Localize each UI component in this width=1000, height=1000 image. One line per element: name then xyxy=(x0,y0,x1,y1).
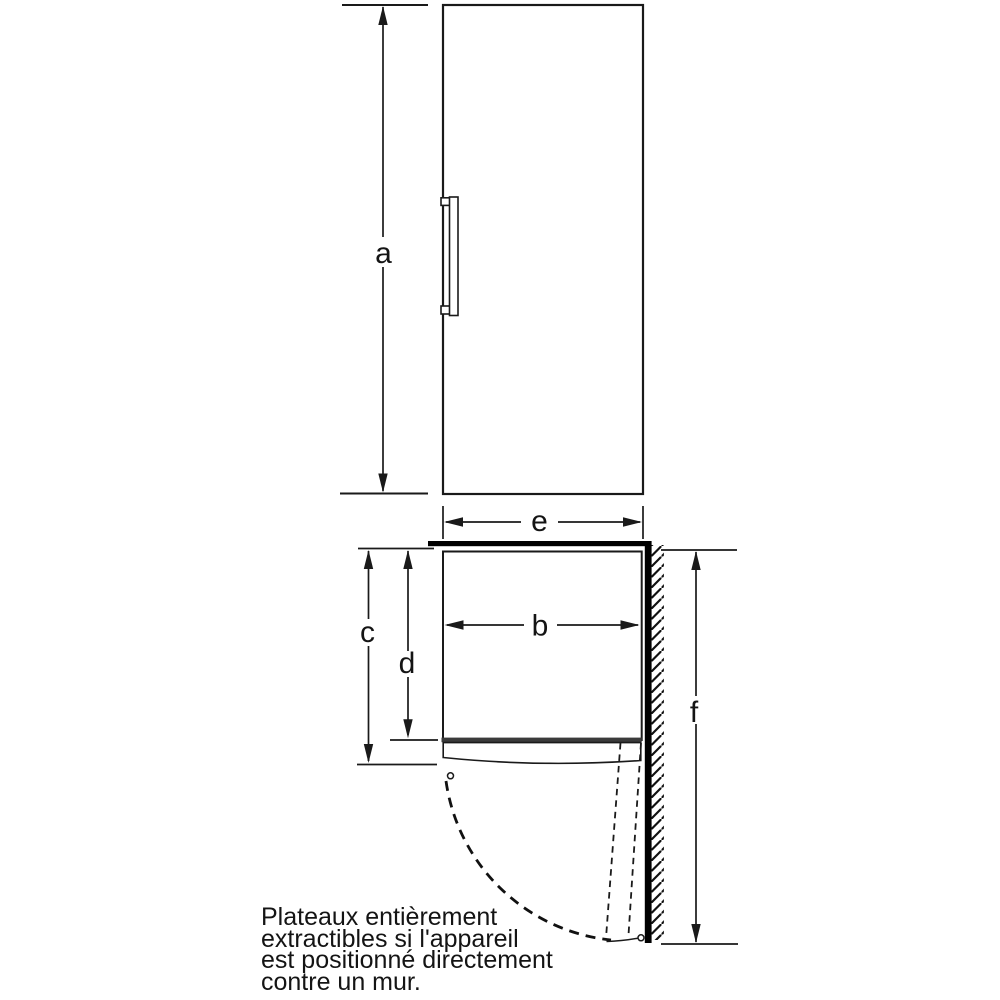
door-open-end xyxy=(607,938,638,941)
dim-d-arrow-up xyxy=(403,550,412,569)
dim-c-label: c xyxy=(360,616,375,649)
dimension-c xyxy=(357,549,437,765)
door-open-edge-outer xyxy=(606,743,621,938)
caption-line-3: est positionné directement xyxy=(261,946,553,975)
dim-a-arrow-up xyxy=(378,6,387,25)
dim-e-arrow-left xyxy=(444,517,463,526)
door-closed xyxy=(443,743,641,764)
dim-e-arrow-right xyxy=(623,517,642,526)
dimension-e xyxy=(443,505,643,539)
dim-a-arrow-down xyxy=(378,474,387,493)
door-open-position xyxy=(606,743,644,942)
side-wall-hatching xyxy=(651,545,664,940)
appliance-front-outline xyxy=(443,5,643,494)
dim-e-label: e xyxy=(531,505,548,538)
caption-line-1: Plateaux entièrement xyxy=(261,903,498,931)
dim-f-label: f xyxy=(689,696,699,729)
back-wall-line xyxy=(428,541,651,546)
dim-a-label: a xyxy=(375,237,392,270)
dim-f-arrow-down xyxy=(691,924,700,943)
caption-line-2: extractibles si l'appareil xyxy=(261,924,519,953)
dimension-d xyxy=(390,550,438,740)
dim-c-arrow-down xyxy=(364,744,373,763)
caption-line-4: contre un mur. xyxy=(261,968,421,997)
dim-c-arrow-up xyxy=(364,550,373,569)
dimension-f xyxy=(661,550,738,944)
dim-b-label: b xyxy=(531,609,549,643)
dim-d-label: d xyxy=(398,647,416,680)
side-wall xyxy=(645,541,652,943)
top-view xyxy=(428,541,664,943)
door-open-edge-inner xyxy=(629,743,642,935)
dimension-a xyxy=(340,5,428,494)
caption-text xyxy=(261,903,553,997)
appliance-front-edge xyxy=(442,738,642,743)
dim-d-arrow-down xyxy=(403,719,412,738)
handle-bar xyxy=(450,197,459,316)
door-corner-pivot xyxy=(448,773,454,779)
appliance-top-outline xyxy=(443,552,642,741)
door-open-handle-pivot xyxy=(638,935,644,941)
front-view xyxy=(441,5,643,494)
dim-f-arrow-up xyxy=(691,551,700,570)
